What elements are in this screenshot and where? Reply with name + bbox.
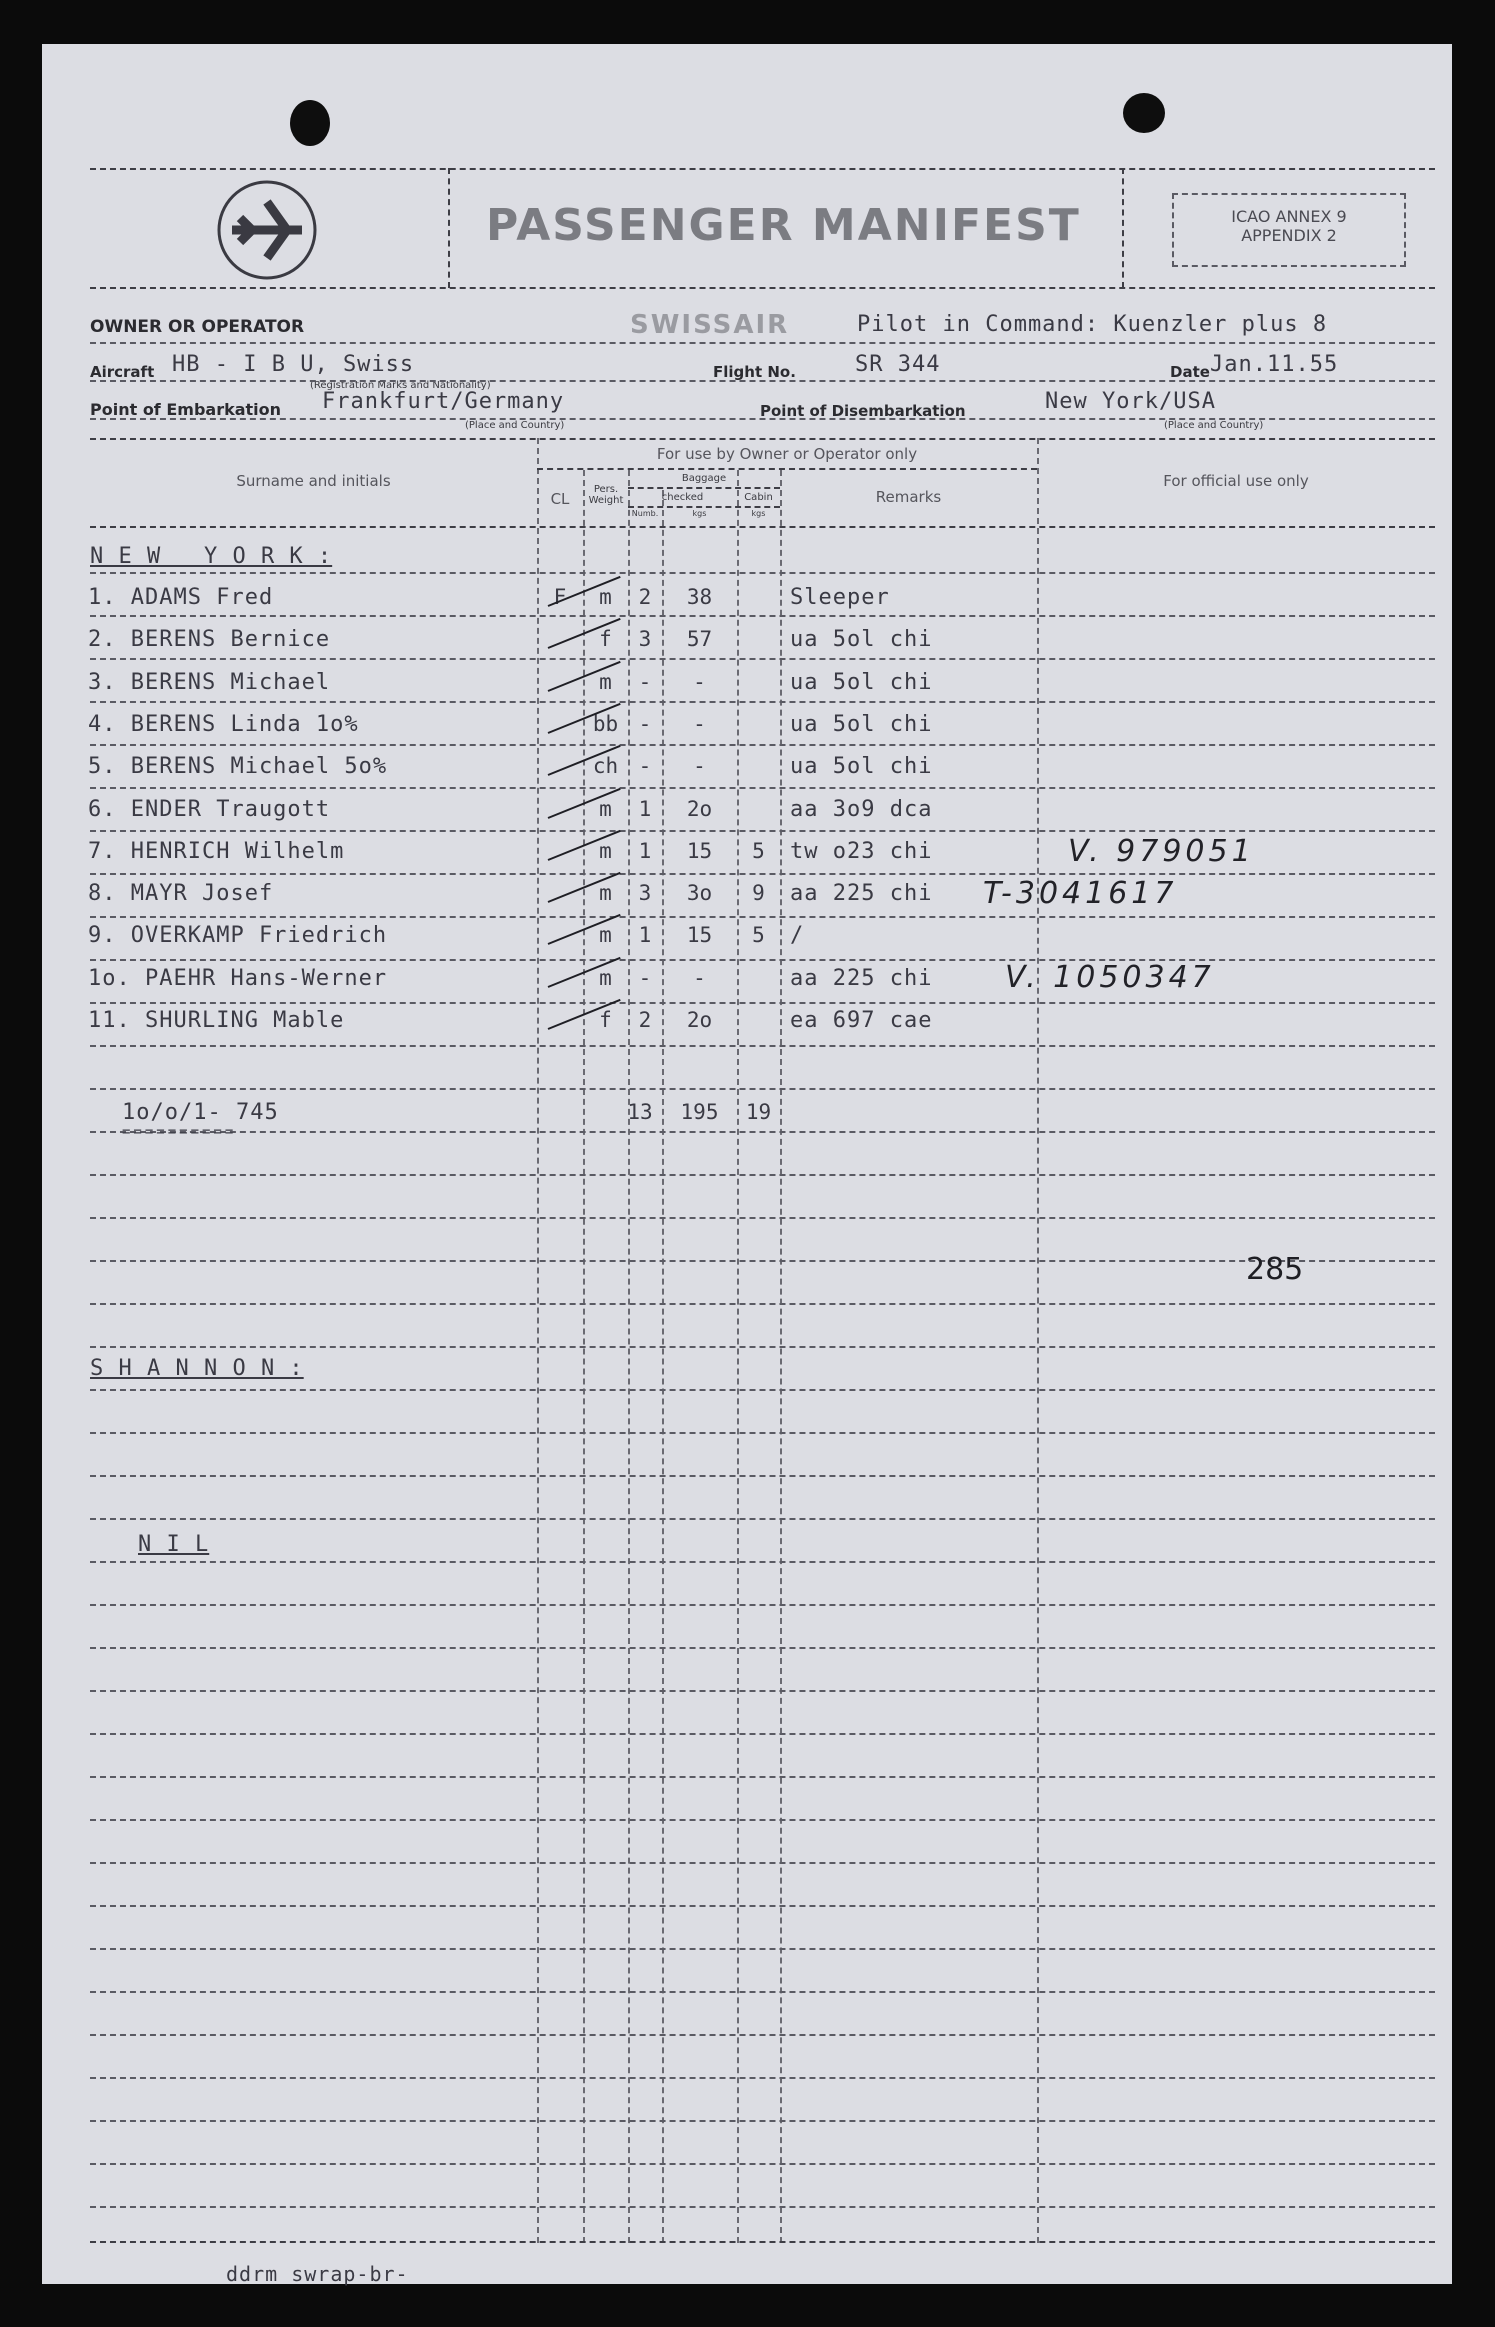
remarks-code: aa 225 chi xyxy=(790,966,933,991)
row-rule xyxy=(90,1088,1435,1090)
row-rule xyxy=(90,1475,1435,1477)
passenger-name: 1o. PAEHR Hans-Werner xyxy=(88,966,388,991)
embark-label: Point of Embarkation xyxy=(90,400,282,419)
table-top-border xyxy=(90,438,1435,440)
footer-code: ddrm swrap-br- xyxy=(226,2262,409,2286)
baggage-pieces: 3 xyxy=(638,627,652,651)
remarks-code: ua 5ol chi xyxy=(790,670,933,695)
passenger-sex: m xyxy=(599,881,612,905)
row-rule xyxy=(90,1002,1435,1004)
row-rule xyxy=(90,1819,1435,1821)
header-divider-right xyxy=(1122,168,1124,288)
row-rule xyxy=(90,1776,1435,1778)
cl-header: CL xyxy=(550,490,570,508)
baggage-kgs: 2o xyxy=(686,1008,713,1032)
disembark-label: Point of Disembarkation xyxy=(760,402,966,420)
baggage-rule xyxy=(628,487,780,489)
pilot-in-command: Pilot in Command: Kuenzler plus 8 xyxy=(857,312,1328,337)
row-rule xyxy=(90,1690,1435,1692)
punch-hole-right xyxy=(1123,93,1165,133)
row-rule xyxy=(90,1174,1435,1176)
passenger-name: 11. SHURLING Mable xyxy=(88,1008,345,1033)
owner-use-rule xyxy=(537,468,1037,470)
col-line-remarks xyxy=(1037,438,1039,2243)
col-line-cabin xyxy=(780,470,782,2243)
row-rule xyxy=(90,1260,1435,1262)
row-rule xyxy=(90,1432,1435,1434)
row-rule xyxy=(90,873,1435,875)
date-label: Date xyxy=(1170,363,1210,381)
totals-pcs: 13 xyxy=(627,1100,653,1124)
remarks-code: / xyxy=(790,923,805,948)
airline-logo-icon xyxy=(212,180,322,280)
kgs-header: kgs xyxy=(692,509,707,518)
passenger-name: 7. HENRICH Wilhelm xyxy=(88,839,345,864)
passenger-class: F xyxy=(553,585,567,609)
row-rule xyxy=(90,1991,1435,1993)
annex-box xyxy=(1172,193,1406,267)
baggage-pieces: 2 xyxy=(638,585,652,609)
row-rule xyxy=(90,1217,1435,1219)
passenger-name: 3. BERENS Michael xyxy=(88,670,331,695)
remarks-code: ua 5ol chi xyxy=(790,627,933,652)
surname-header: Surname and initials xyxy=(236,472,391,490)
cabin-kgs: 5 xyxy=(752,923,765,947)
passenger-sex: m xyxy=(599,670,612,694)
table-bottom-border xyxy=(90,2241,1435,2243)
row-rule xyxy=(90,572,1435,574)
shannon-nil: N I L xyxy=(138,1532,210,1557)
pcs-header: Numb. xyxy=(631,509,659,518)
remarks-code: Sleeper xyxy=(790,585,890,610)
totals-kgs: 195 xyxy=(680,1100,719,1124)
row-rule xyxy=(90,787,1435,789)
totals-cabin: 19 xyxy=(745,1100,772,1124)
baggage-pieces: 3 xyxy=(638,881,652,905)
baggage-kgs: 3o xyxy=(686,881,713,905)
col-line-kgs xyxy=(737,470,739,2243)
remarks-header: Remarks xyxy=(875,488,942,506)
owner-rule xyxy=(90,342,1435,344)
baggage-kgs: - xyxy=(693,754,706,778)
col-line-name xyxy=(537,438,539,2243)
totals-label: 1o/o/1- 745 xyxy=(122,1100,279,1125)
baggage-kgs: 2o xyxy=(686,797,713,821)
page-number: 285 xyxy=(1246,1252,1304,1287)
row-rule xyxy=(90,2077,1435,2079)
embark-rule xyxy=(90,418,1435,420)
cabin-header: Cabin xyxy=(744,492,773,503)
passenger-sex: f xyxy=(599,1008,612,1032)
baggage-pieces: - xyxy=(638,712,652,736)
passenger-name: 5. BERENS Michael 5o% xyxy=(88,754,388,779)
passenger-sex: m xyxy=(599,797,612,821)
passenger-sex: m xyxy=(599,923,612,947)
cabin-kgs: 5 xyxy=(752,839,765,863)
passenger-name: 8. MAYR Josef xyxy=(88,881,274,906)
annex-line-2: APPENDIX 2 xyxy=(1241,226,1337,245)
remarks-code: aa 3o9 dca xyxy=(790,797,933,822)
row-rule xyxy=(90,701,1435,703)
passenger-sex: m xyxy=(599,966,612,990)
official-number-row-7: V. 979051 xyxy=(1068,834,1255,869)
row-rule xyxy=(90,1561,1435,1563)
form-title: PASSENGER MANIFEST xyxy=(486,200,1081,251)
row-rule xyxy=(90,2120,1435,2122)
row-rule xyxy=(90,2034,1435,2036)
remarks-code: tw o23 chi xyxy=(790,839,933,864)
aircraft-value: HB - I B U, Swiss xyxy=(172,352,415,377)
passenger-name: 1. ADAMS Fred xyxy=(88,585,274,610)
remarks-code: ua 5ol chi xyxy=(790,754,933,779)
col-line-pcs xyxy=(662,490,664,2243)
remarks-code: aa 225 chi xyxy=(790,881,933,906)
row-rule xyxy=(90,1862,1435,1864)
flight-label: Flight No. xyxy=(713,363,796,381)
passenger-sex: m xyxy=(599,585,612,609)
official-number-row-10: V. 1050347 xyxy=(1005,960,1215,995)
baggage-kgs: 15 xyxy=(686,839,713,863)
baggage-pieces: - xyxy=(638,966,652,990)
passenger-sex: m xyxy=(599,839,612,863)
cabin-kgs-header: kgs xyxy=(751,509,766,518)
row-rule xyxy=(90,1948,1435,1950)
passenger-sex: bb xyxy=(592,712,619,736)
weight-header: Pers. Weight xyxy=(588,484,624,506)
baggage-pieces: 1 xyxy=(638,839,652,863)
passenger-name: 6. ENDER Traugott xyxy=(88,797,331,822)
baggage-kgs: 57 xyxy=(686,627,713,651)
baggage-kgs: - xyxy=(693,966,706,990)
baggage-kgs: 38 xyxy=(686,585,713,609)
remarks-code: ea 697 cae xyxy=(790,1008,933,1033)
embark-note: (Place and Country) xyxy=(465,420,565,431)
aircraft-label: Aircraft xyxy=(90,363,155,381)
owner-label: OWNER OR OPERATOR xyxy=(90,317,305,337)
row-rule xyxy=(90,830,1435,832)
official-header: For official use only xyxy=(1163,472,1309,490)
header-row-border xyxy=(90,526,1435,528)
passenger-name: 9. OVERKAMP Friedrich xyxy=(88,923,388,948)
row-rule xyxy=(90,658,1435,660)
row-rule xyxy=(90,1604,1435,1606)
owner-use-header: For use by Owner or Operator only xyxy=(656,445,918,463)
punch-hole-left xyxy=(290,100,330,146)
remarks-code: ua 5ol chi xyxy=(790,712,933,737)
checked-header: checked xyxy=(661,492,704,503)
checked-rule xyxy=(628,506,780,508)
baggage-pieces: 1 xyxy=(638,797,652,821)
aircraft-note: (Registration Marks and Nationality) xyxy=(310,380,491,391)
baggage-kgs: 15 xyxy=(686,923,713,947)
row-rule xyxy=(90,744,1435,746)
section-new-york: N E W Y O R K : xyxy=(90,544,333,569)
row-rule xyxy=(90,1905,1435,1907)
row-rule xyxy=(90,2206,1435,2208)
baggage-pieces: 1 xyxy=(638,923,652,947)
header-divider-left xyxy=(448,168,450,288)
disembark-note: (Place and Country) xyxy=(1164,420,1264,431)
embark-value: Frankfurt/Germany xyxy=(322,389,565,414)
row-rule xyxy=(90,959,1435,961)
aircraft-rule xyxy=(90,380,1435,382)
row-rule xyxy=(90,1733,1435,1735)
baggage-kgs: - xyxy=(693,670,706,694)
flight-value: SR 344 xyxy=(855,352,941,377)
cabin-kgs: 9 xyxy=(752,881,765,905)
row-rule xyxy=(90,1303,1435,1305)
baggage-header: Baggage xyxy=(681,473,727,484)
baggage-pieces: 2 xyxy=(638,1008,652,1032)
passenger-name: 2. BERENS Bernice xyxy=(88,627,331,652)
official-number-row-8: T-3041617 xyxy=(983,876,1178,911)
passenger-name: 4. BERENS Linda 1o% xyxy=(88,712,359,737)
row-rule xyxy=(90,1647,1435,1649)
header-top-border xyxy=(90,168,1435,170)
operator-stamp: SWISSAIR xyxy=(630,310,790,340)
row-rule xyxy=(90,1131,1435,1133)
disembark-value: New York/USA xyxy=(1045,389,1216,414)
row-rule xyxy=(90,1346,1435,1348)
totals-underline: ========== xyxy=(122,1124,237,1140)
row-rule xyxy=(90,615,1435,617)
section-shannon: S H A N N O N : xyxy=(90,1356,304,1381)
passenger-sex: ch xyxy=(592,754,619,778)
baggage-kgs: - xyxy=(693,712,706,736)
passenger-sex: f xyxy=(599,627,612,651)
annex-line-1: ICAO ANNEX 9 xyxy=(1231,207,1347,226)
baggage-pieces: - xyxy=(638,670,652,694)
date-value: Jan.11.55 xyxy=(1210,352,1339,377)
row-rule xyxy=(90,1518,1435,1520)
baggage-pieces: - xyxy=(638,754,652,778)
row-rule xyxy=(90,916,1435,918)
row-rule xyxy=(90,2163,1435,2165)
row-rule xyxy=(90,1389,1435,1391)
header-bottom-border xyxy=(90,287,1435,289)
row-rule xyxy=(90,1045,1435,1047)
